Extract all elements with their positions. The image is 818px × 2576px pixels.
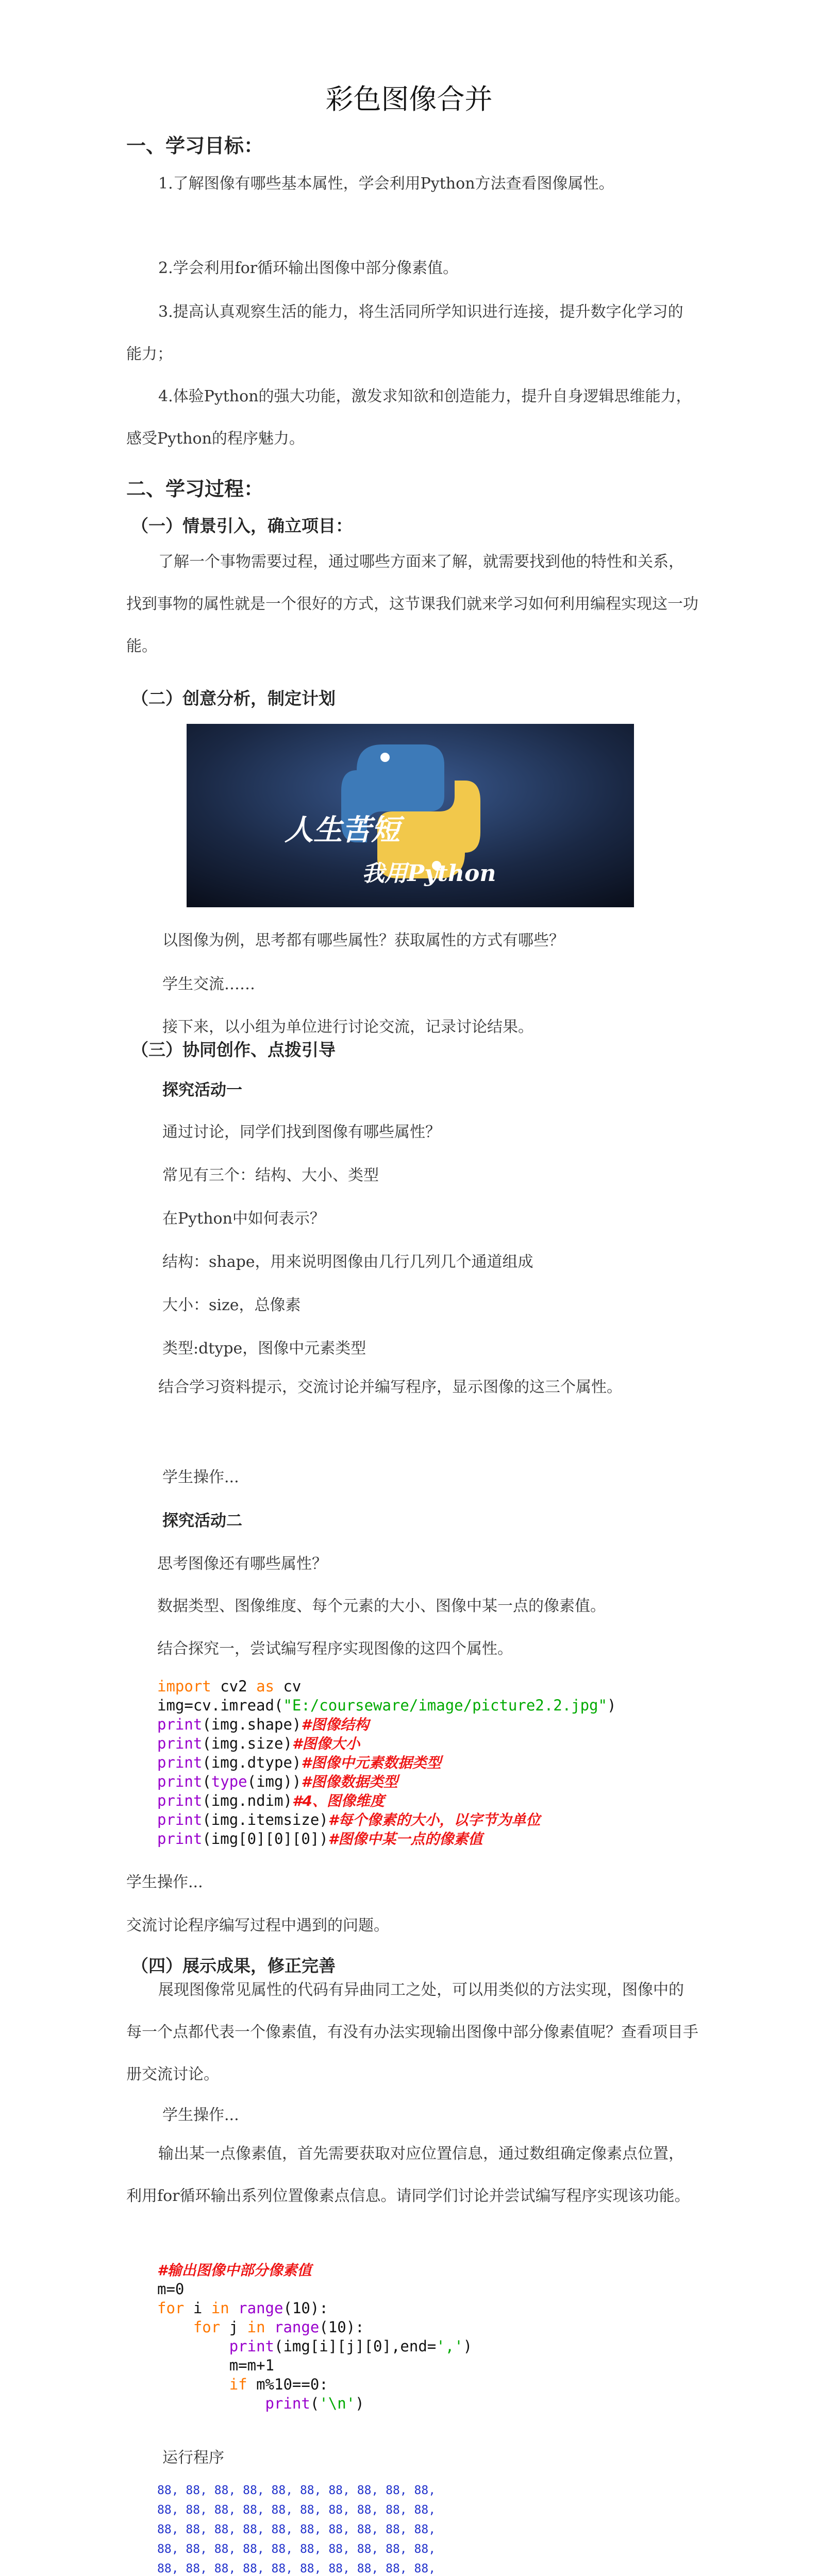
run-program-label: 运行程序 bbox=[162, 2449, 224, 2467]
part4-para1: 展现图像常见属性的代码有异曲同工之处，可以用类似的方法实现，图像中的每一个点都代表一个像素值，有没有办法实现输出图像中部分像素值呢？查看项目手册交流讨论。 bbox=[126, 1981, 698, 2083]
act1-line-4: 结构：shape，用来说明图像由几行几列几个通道组成 bbox=[162, 1253, 533, 1271]
act1-para: 结合学习资料提示，交流讨论并编写程序，显示图像的这三个属性。 bbox=[158, 1378, 622, 1396]
part2-next: 接下来，以小组为单位进行讨论交流，记录讨论结果。 bbox=[162, 1018, 533, 1036]
part2-heading: （二）创意分析，制定计划 bbox=[131, 688, 336, 708]
act1-operate: 学生操作... bbox=[162, 1468, 239, 1486]
activity1-title: 探究活动一 bbox=[162, 1081, 242, 1099]
python-banner-image bbox=[187, 724, 634, 907]
act1-line-2: 常见有三个：结构、大小、类型 bbox=[162, 1166, 379, 1184]
part3-heading: （三）协同创作、点拨引导 bbox=[131, 1040, 336, 1060]
goal-3: 3.提高认真观察生活的能力，将生活同所学知识进行连接，提升数字化学习的能力； bbox=[126, 303, 683, 363]
act1-line-6: 类型:dtype，图像中元素类型 bbox=[162, 1340, 366, 1358]
act2-answer: 数据类型、图像维度、每个元素的大小、图像中某一点的像素值。 bbox=[157, 1597, 606, 1615]
part4-heading: （四）展示成果，修正完善 bbox=[131, 1956, 336, 1976]
part4-para2: 输出某一点像素值，首先需要获取对应位置信息，通过数组确定像素点位置，利用for循环输出系列位置像素点信息。请同学们讨论并尝试编写程序实现该功能。 bbox=[126, 2145, 690, 2205]
op1-text: 学生操作... bbox=[126, 1873, 203, 1891]
code-block-attributes: import cv2 as cv img=cv.imread("E:/courseware/image/picture2.2.jpg") print(img.shape)#图像结构 print(img.size)#图像大小 print(img.dtype)#图像中元素数据类型 print(type(img))#图像数据类型 print(img.ndim)#4、图像维度 print(img.itemsize)#每个像素的大小，以字节为单位 print(img[0][0][0])#图像中某一点的像素值 bbox=[157, 1677, 616, 1848]
part1-text: 了解一个事物需要过程，通过哪些方面来了解，就需要找到他的特性和关系，找到事物的属性就是一个很好的方式，这节课我们就来学习如何利用编程实现这一功能。 bbox=[126, 553, 698, 655]
activity2-title: 探究活动二 bbox=[162, 1512, 242, 1530]
section2-heading: 二、学习过程： bbox=[126, 478, 264, 500]
act1-line-5: 大小：size，总像素 bbox=[162, 1296, 301, 1314]
section1-heading: 一、学习目标： bbox=[126, 134, 264, 157]
act2-hint: 结合探究一，尝试编写程序实现图像的这四个属性。 bbox=[157, 1640, 513, 1658]
program-output: 88, 88, 88, 88, 88, 88, 88, 88, 88, 88, 88, 88, 88, 88, 88, 88, 88, 88, 88, 88, 88, 88, 88, 88, 88, 88, 88, 88, 88, 88, 88, 88, 88, 88, 88, 88, 88, 88, 88, 88, 88, 88, 88, 88, 88, 88, 88, 88, 88, 88, bbox=[157, 2484, 436, 2575]
act1-line-3: 在Python中如何表示？ bbox=[162, 1210, 325, 1228]
banner-text-2: 我用Python bbox=[362, 860, 496, 887]
act1-line-1: 通过讨论，同学们找到图像有哪些属性？ bbox=[162, 1123, 441, 1141]
part2-student: 学生交流…… bbox=[162, 975, 255, 993]
part1-heading: （一）情景引入，确立项目： bbox=[131, 516, 353, 536]
banner-text-1: 人生苦短 bbox=[285, 814, 400, 847]
part4-operate: 学生操作... bbox=[162, 2106, 239, 2124]
op2-text: 交流讨论程序编写过程中遇到的问题。 bbox=[126, 1917, 389, 1935]
page-title: 彩色图像合并 bbox=[325, 83, 493, 115]
act2-question: 思考图像还有哪些属性？ bbox=[157, 1555, 327, 1573]
code-block-loop: #输出图像中部分像素值 m=0 for i in range(10): for j in range(10): print(img[i][j][0],end=',') m=m+1 if m%10==0: print('\n') bbox=[157, 2262, 473, 2412]
goal-2: 2.学会利用for循环输出图像中部分像素值。 bbox=[158, 259, 459, 277]
part2-question: 以图像为例，思考都有哪些属性？获取属性的方式有哪些？ bbox=[162, 931, 564, 950]
goal-1: 1.了解图像有哪些基本属性，学会利用Python方法查看图像属性。 bbox=[158, 175, 614, 193]
goal-4: 4.体验Python的强大功能，激发求知欲和创造能力，提升自身逻辑思维能力，感受Python的程序魅力。 bbox=[126, 387, 692, 448]
